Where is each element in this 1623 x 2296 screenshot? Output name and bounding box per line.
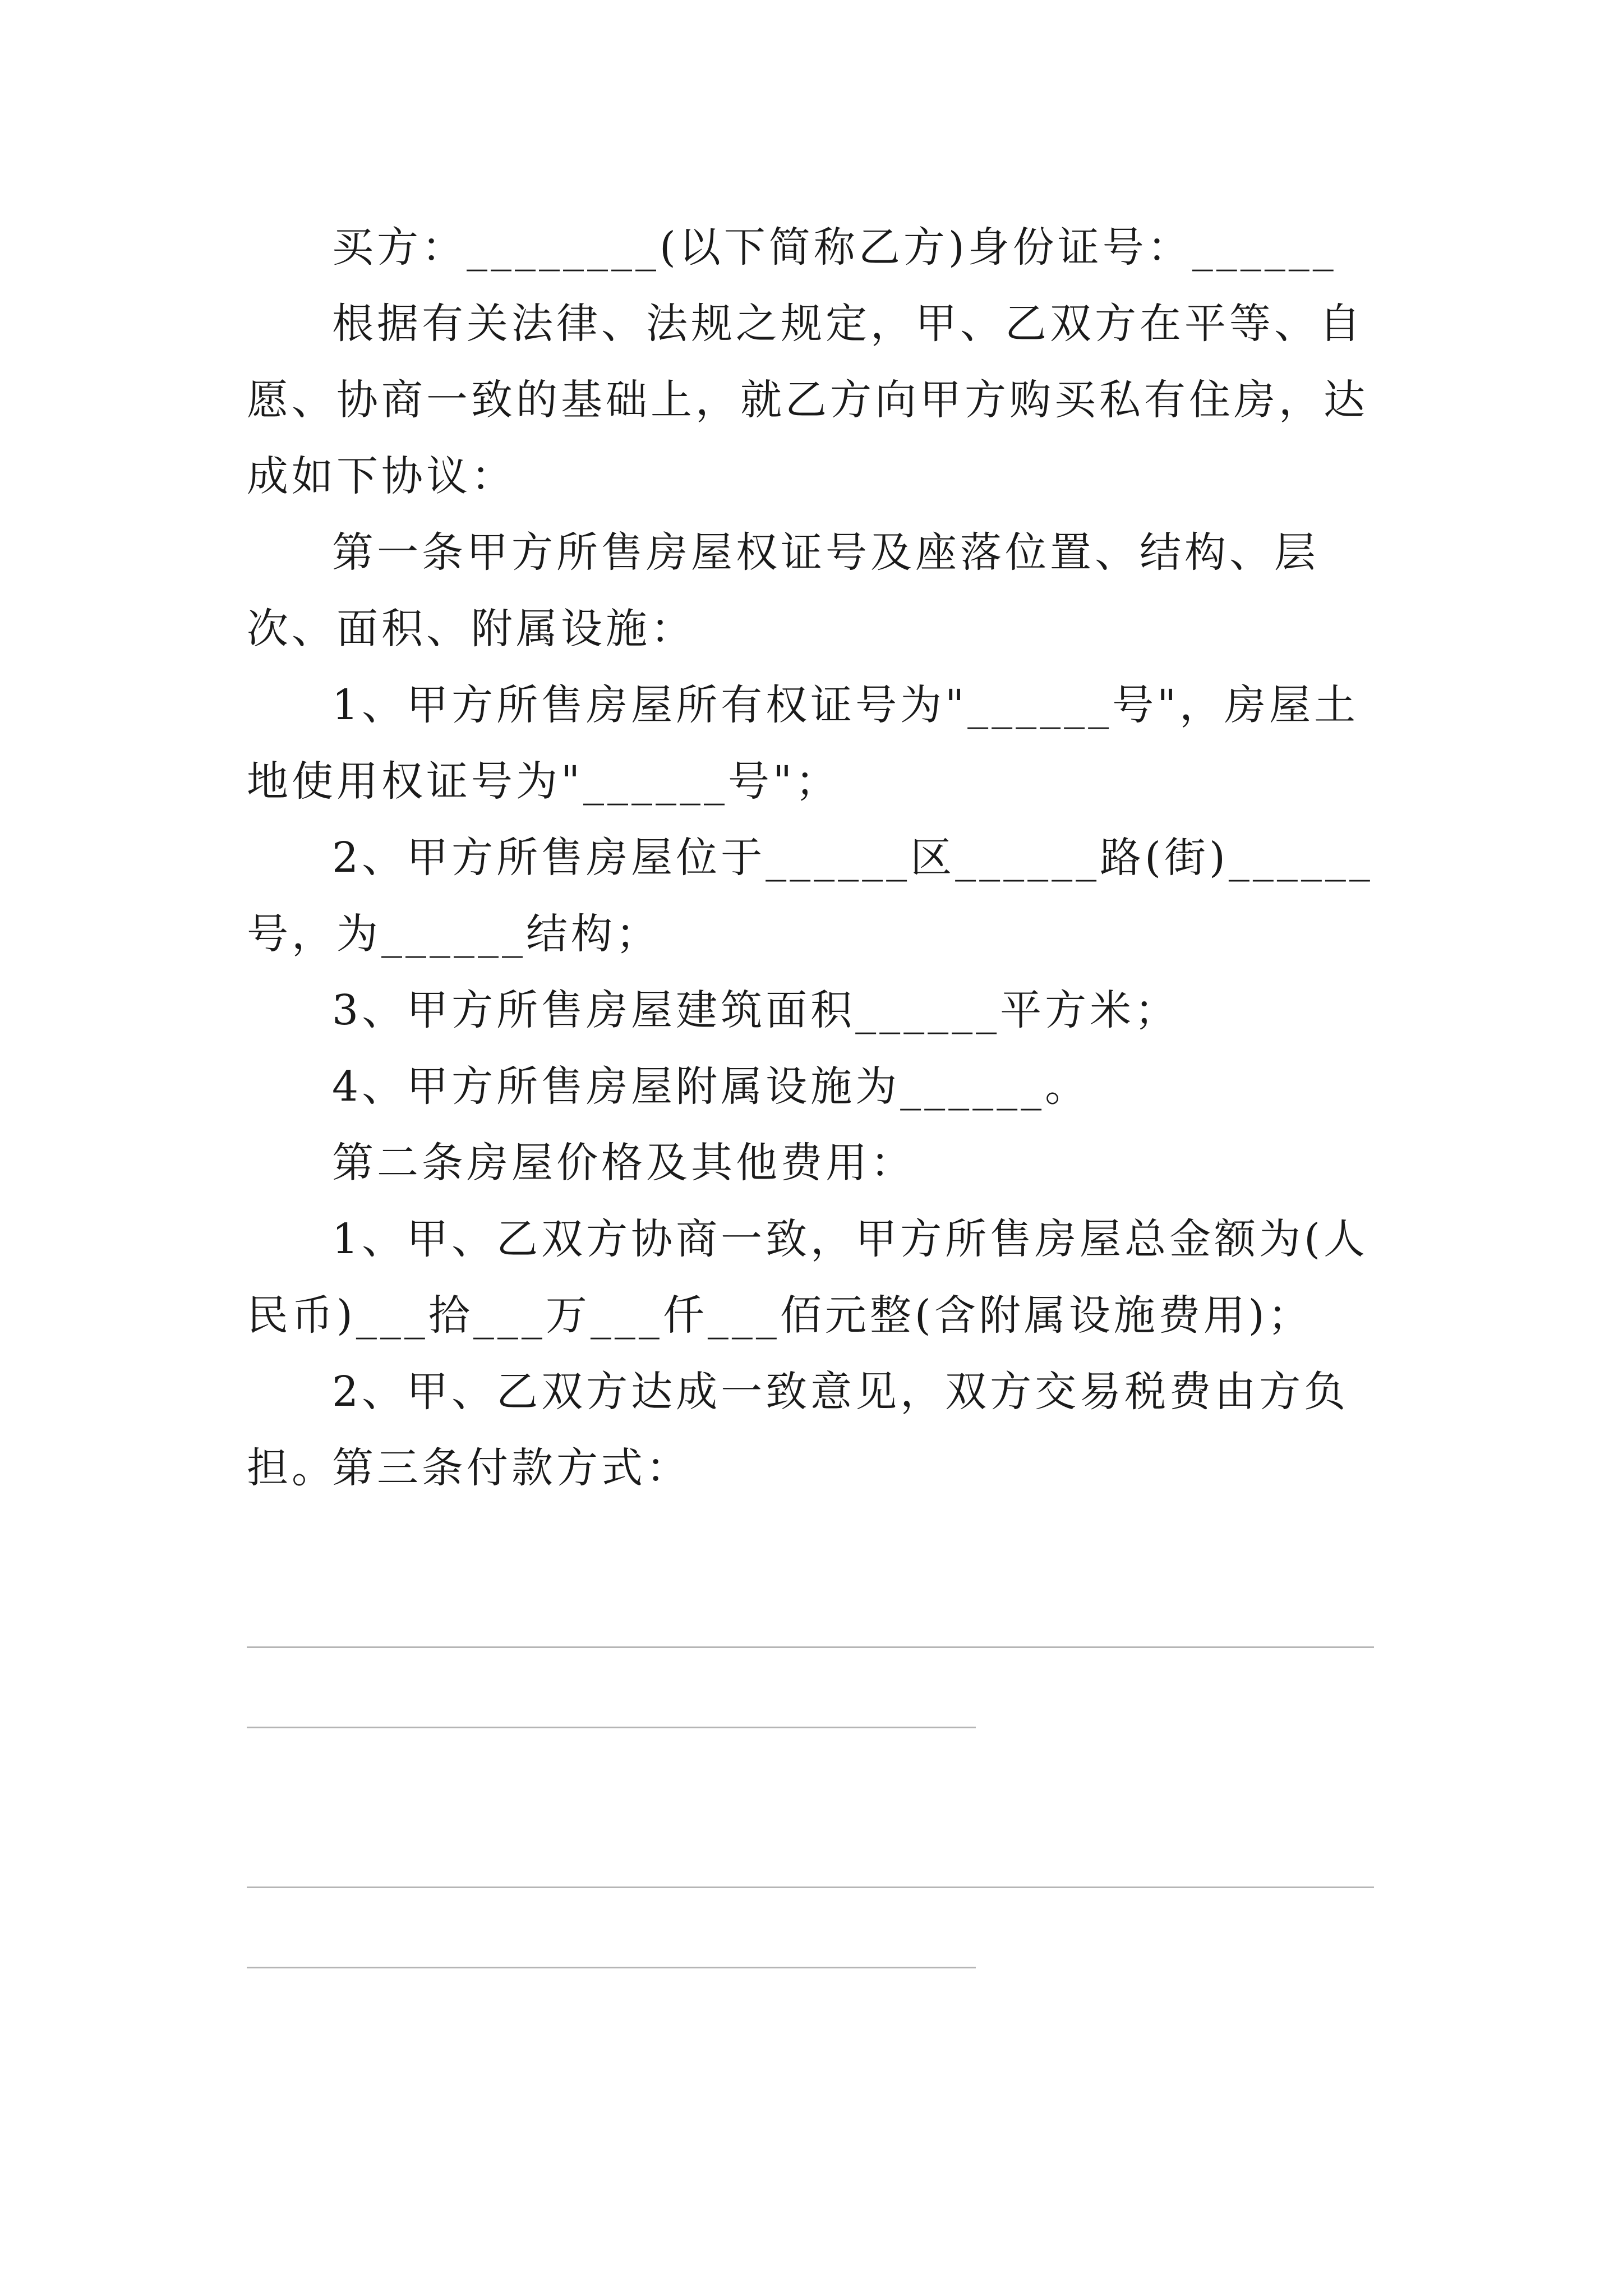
blank-line-rule <box>247 1967 976 1968</box>
paragraph-article-1-heading: 第一条甲方所售房屋权证号及座落位置、结构、层次、面积、附属设施： <box>247 528 1319 653</box>
paragraph-article-2-heading: 第二条房屋价格及其他费用： <box>332 1139 915 1187</box>
paragraph-article-1-item-1: 1、甲方所售房屋所有权证号为"______号"，房屋土地使用权证号为"______号"； <box>247 681 1359 806</box>
blank-line-rule <box>247 1646 1374 1648</box>
paragraph-article-2-item-1: 1、甲、乙双方协商一致，甲方所售房屋总金额为(人民币)___拾___万___仟___佰元整(含附属设施费用)； <box>247 1215 1368 1340</box>
blank-line-rule <box>247 1887 1374 1888</box>
paragraph-article-1-item-4: 4、甲方所售房屋附属设施为______。 <box>332 1062 1090 1111</box>
blank-line-rule <box>247 1727 976 1728</box>
paragraph-preamble: 根据有关法律、法规之规定，甲、乙双方在平等、自愿、协商一致的基础上，就乙方向甲方购买私有住房，达成如下协议： <box>247 300 1368 500</box>
paragraph-article-1-item-3: 3、甲方所售房屋建筑面积______平方米； <box>332 986 1180 1034</box>
paragraph-article-1-item-2: 2、甲方所售房屋位于______区______路(街)______号，为______结构； <box>247 834 1373 958</box>
paragraph-article-2-item-2: 2、甲、乙双方达成一致意见，双方交易税费由方负担。 <box>247 1368 1349 1492</box>
paragraph-buyer: 买方：________(以下简称乙方)身份证号：______ <box>332 223 1337 272</box>
paragraph-article-3-heading: 第三条付款方式： <box>332 1444 691 1492</box>
